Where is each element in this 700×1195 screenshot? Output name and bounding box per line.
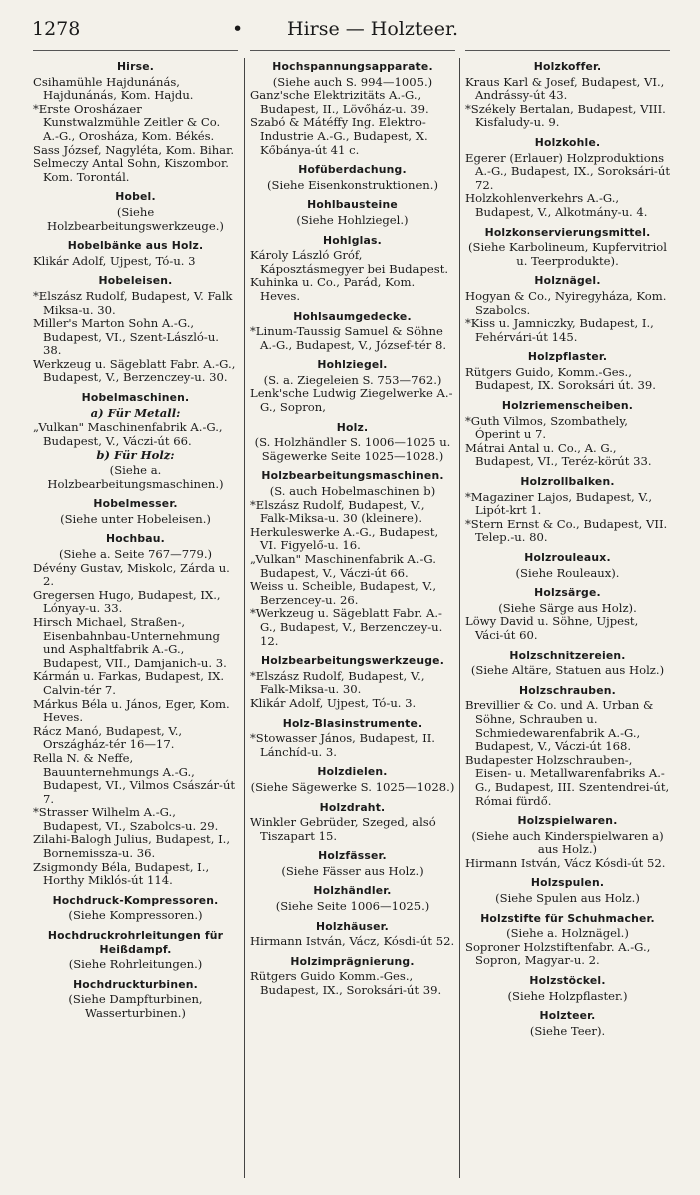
entry: Selmeczy Antal Sohn, Kiszombor. Kom. Torontál. [33,156,229,184]
section [465,274,670,344]
section [465,136,670,220]
cross-reference: (Siehe Holzpflaster.) [507,988,628,1003]
entry: Hirsch Michael, Straßen-, Eisenbahnbau-Unternehmung und Asphaltfabrik A.-G., Budapest, VII., Damjanich-u. 3. [33,614,227,670]
cross-reference: (Siehe Hohlziegel.) [296,212,409,227]
cross-reference: (Siehe auch S. 994—1005.) [272,74,433,89]
cross-reference: (Siehe Rouleaux). [515,565,620,580]
cross-reference: (Siehe Spulen aus Holz.) [495,891,640,906]
entry: Csihamühle Hajdunánás, Hajdunánás, Kom. Hajdu. [33,74,194,103]
entry: Miller's Marton Sohn A.-G., Budapest, VI., Szent-László-u. 38. [33,316,219,358]
cross-reference: (Siehe auch Kinderspielwaren a) aus Holz.) [471,828,664,857]
section [465,974,670,1003]
entry: *Elszász Rudolf, Budapest, V., Falk-Miksa-u. 30. [250,668,425,697]
section-heading: Holz-Blasinstrumente. [282,716,423,730]
column-1 [33,58,238,1021]
entry: Kraus Karl & Josef, Budapest, VI., Andrássy-út 43. [465,74,665,103]
entry: *Strasser Wilhelm A.-G., Budapest, VI., Szabolcs-u. 29. [33,805,219,833]
entry: *Elszász Rudolf, Budapest, V., Falk-Miksa-u. 30 (kleinere). [250,497,425,526]
page-number: 1278 [32,18,81,40]
rule-col3 [465,50,670,51]
entry: Mátrai Antal u. Co., A. G., Budapest, VI., Teréz-körút 33. [465,440,652,469]
section-heading: Hobel. [115,190,156,204]
section [250,801,455,844]
section [250,654,455,710]
section-heading: Holzriemenscheiben. [501,399,634,413]
section-heading: Holzrollbalken. [520,475,615,489]
section [250,421,455,464]
cross-reference: (S. Holzhändler S. 1006—1025 u. Sägewerke Seite 1025—1028.) [254,435,451,463]
rule-col1 [33,50,238,51]
entry: Zilahi-Balogh Julius, Budapest, I., Bornemissza-u. 36. [33,832,231,861]
cross-reference: (Siehe Seite 1006—1025.) [275,899,430,914]
entry: *Linum-Taussig Samuel & Söhne A.-G., Budapest, V., József-tér 8. [250,324,447,352]
section [33,190,238,233]
subheading: b) Für Holz: [96,448,175,463]
cross-reference: (Siehe Teer). [529,1023,606,1038]
section [33,60,238,184]
section-heading: Hirse. [116,60,155,73]
cross-reference: (Siehe Särge aus Holz). [498,600,637,615]
cross-reference: (S. auch Hobelmaschinen b) [269,484,436,499]
entry: Hirmann István, Vácz, Kósdi-út 52. [250,934,455,949]
section-heading: Hochdruckturbinen. [73,977,198,991]
section [33,391,238,491]
entry: Hirmann István, Vácz Kósdi-út 52. [465,855,666,870]
entry: Weiss u. Scheible, Budapest, V., Berzencey-u. 26. [250,579,437,607]
cross-reference: (Siehe unter Hobeleisen.) [60,511,211,526]
section [465,551,670,580]
section-heading: Holzbearbeitungsmaschinen. [261,469,444,483]
entry: Winkler Gebrüder, Szeged, alsó Tiszapart 15. [250,815,436,843]
entry: Szabó & Mátéffy Ing. Elektro-Industrie A.-G., Budapest, X. Kőbánya-út 41 c. [250,115,428,157]
column-2 [250,58,455,998]
section [250,60,455,157]
entry: Dévény Gustav, Miskolc, Zárda u. 2. [33,560,230,589]
section-heading: Holzsärge. [534,586,601,600]
section-heading: Holzkohle. [534,135,601,149]
cross-reference: (Siehe Eisenkonstruktionen.) [267,177,438,192]
section-heading: Holzkonservierungsmittel. [484,225,651,239]
entry: Ganz'sche Elektrizitäts A.-G., Budapest, II., Lövőház-u. 39. [250,88,429,116]
entry: *Kiss u. Jamniczky, Budapest, I., Fehérvári-út 145. [465,316,654,344]
entry: *Erste Orosházaer Kunstwalzmühle Zeitler & Co. A.-G., Orosháza, Kom. Békés. [33,101,221,143]
column-divider-1 [244,58,245,1178]
cross-reference: (Siehe Kompressoren.) [68,908,203,923]
section [465,60,670,130]
section-heading: Hohlsaumgedecke. [293,309,412,323]
section-heading: Holzimprägnierung. [290,954,415,968]
page-title: Hirse — Holzteer. [287,18,459,40]
entry: Rütgers Guido, Komm.-Ges., Budapest, IX. Soroksári út. 39. [465,364,656,393]
section [33,929,238,972]
cross-reference: (Siehe a. Holznägel.) [506,926,629,941]
header-dot: • [232,18,244,40]
entry: *Guth Vilmos, Szombathely, Óperint u 7. [465,413,628,442]
entry: „Vulkan" Maschinenfabrik A.-G., Budapest, V., Váczi-út 66. [33,420,223,448]
entry: „Vulkan" Maschinenfabrik A.-G. Budapest, V., Váczi-út 66. [250,552,436,580]
entry: Egerer (Erlauer) Holzproduktions A.-G., Budapest, IX., Soroksári-út 72. [465,150,670,192]
entry: *Stern Ernst & Co., Budapest, VII. Telep.-u. 80. [465,516,668,545]
section-heading: Holz. [336,420,369,434]
section-heading: Hochdruckrohrleitungen für Heißdampf. [47,929,224,956]
section-heading: Holzdielen. [317,765,388,779]
section-heading: Hobelbänke aus Holz. [67,239,204,253]
subheading: a) Für Metall: [90,405,181,420]
section [33,894,238,923]
section-heading: Holzspulen. [530,876,605,890]
cross-reference: (Siehe Holzbearbeitungswerkzeuge.) [47,204,224,233]
entry: Kármán u. Farkas, Budapest, IX. Calvin-tér 7. [33,669,225,697]
section-heading: Hobelmaschinen. [81,391,190,405]
section [250,717,455,760]
entry: Rella N. & Neffe, Bauunternehmungs A.-G., Budapest, VI., Vilmos Császár-út 7. [33,750,236,806]
section [465,226,670,269]
page-header [32,18,668,44]
cross-reference: (Siehe Rohrleitungen.) [68,957,203,972]
section [33,274,238,385]
section-heading: Hohlziegel. [317,358,388,372]
section [250,849,455,878]
section-heading: Hobelmesser. [93,497,178,511]
entry: *Stowasser János, Budapest, II. Lánchíd-u. 3. [250,731,435,759]
column-3 [465,58,670,1038]
section-heading: Hohlglas. [323,233,382,247]
entry: Gregersen Hugo, Budapest, IX., Lónyay-u. 33. [33,587,221,616]
entry: Budapester Holzschrauben-, Eisen- u. Metallwarenfabriks A.-G., Budapest, III. Szentendrei-út, Római fürdő. [465,752,670,808]
section-heading: Hochbau. [106,532,165,546]
cross-reference: (Siehe Altäre, Statuen aus Holz.) [470,663,665,678]
section-heading: Hohlbausteine [307,198,398,212]
section-heading: Holzfässer. [318,849,387,863]
section [250,198,455,227]
section-heading: Holzhäuser. [316,919,389,933]
section [465,475,670,545]
section [250,358,455,414]
cross-reference: (Siehe a. Seite 767—779.) [58,547,213,561]
entry: Hogyan & Co., Nyiregyháza, Kom. Szabolcs. [465,288,667,317]
entry: Soproner Holzstiftenfabr. A.-G., Sopron, Magyar-u. 2. [465,939,651,968]
section-heading: Holzhändler. [313,884,392,898]
section [250,920,455,949]
entry: Herkuleswerke A.-G., Budapest, VI. Figyelő-u. 16. [250,524,439,553]
entry: *Székely Bertalan, Budapest, VIII. Kisfaludy-u. 9. [465,101,666,130]
section-heading: Hochspannungsapparate. [272,60,433,73]
section-heading: Holzstifte für Schuhmacher. [480,911,655,925]
section-heading: Holzdraht. [319,800,386,814]
cross-reference: (Siehe a. Holzbearbeitungsmaschinen.) [47,463,224,491]
section [250,163,455,192]
rule-col2 [250,50,455,51]
section-heading: Hofüberdachung. [298,163,407,177]
section [465,876,670,905]
entry: Rácz Manó, Budapest, V., Országház-tér 16—17. [33,723,183,752]
column-divider-2 [459,58,460,1178]
entry: Károly László Gróf, Káposztásmegyer bei Budapest. [250,248,449,276]
cross-reference: (Siehe Karbolineum, Kupfervitriol u. Teerprodukte). [468,240,667,268]
section-heading: Holzbearbeitungswerkzeuge. [261,654,444,668]
section [250,884,455,913]
entry: *Magaziner Lajos, Budapest, V., Lipót-krt 1. [465,489,653,518]
section-heading: Holzschnitzereien. [509,648,626,662]
entry: Sass József, Nagyléta, Kom. Bihar. [33,142,235,157]
section-heading: Holzstöckel. [529,974,606,988]
entry: Kuhinka u. Co., Parád, Kom. Heves. [250,275,416,303]
entry: Klikár Adolf, Ujpest, Tó-u. 3. [250,695,417,710]
section [465,649,670,678]
section [33,239,238,268]
cross-reference: (Siehe Dampfturbinen, Wasserturbinen.) [68,992,203,1020]
section-heading: Holznägel. [534,274,601,288]
section-heading: Hobeleisen. [98,274,173,288]
section [250,310,455,353]
entry: Klikár Adolf, Ujpest, Tó-u. 3 [33,253,196,268]
section [250,955,455,998]
entry: Werkzeug u. Sägeblatt Fabr. A.-G., Budapest, V., Berzenczey-u. 30. [33,356,236,385]
cross-reference: (S. a. Ziegeleien S. 753—762.) [263,372,442,387]
section [465,1009,670,1038]
section-heading: Holzpflaster. [527,350,608,364]
section [250,234,455,304]
entry: Márkus Béla u. János, Eger, Kom. Heves. [33,696,230,725]
section-heading: Holzrouleaux. [524,551,611,564]
section-heading: Holzspielwaren. [517,814,618,828]
section [250,765,455,794]
entry: Zsigmondy Béla, Budapest, I., Horthy Miklós-út 114. [33,859,210,888]
section [33,978,238,1021]
entry: Löwy David u. Söhne, Ujpest, Váci-út 60. [465,614,639,642]
entry: Holzkohlenverkehrs A.-G., Budapest, V., Alkotmány-u. 4. [465,191,648,219]
cross-reference: (Siehe Sägewerke S. 1025—1028.) [250,779,455,794]
section [250,469,455,648]
section-heading: Holzkoffer. [533,60,602,73]
section [465,912,670,968]
section [465,350,670,393]
entry: Brevillier & Co. und A. Urban & Söhne, Schrauben u. Schmiedewarenfabrik A.-G., Budapest, V., Váczi-út 168. [465,698,654,754]
entry: *Elszász Rudolf, Budapest, V. Falk Miksa-u. 30. [33,288,233,317]
section-heading: Holzteer. [539,1009,596,1023]
section [465,814,670,870]
entry: *Werkzeug u. Sägeblatt Fabr. A.-G., Budapest, V., Berzenczey-u. 12. [250,606,443,648]
section [33,532,238,887]
entry: Lenk'sche Ludwig Ziegelwerke A.-G., Sopron, [250,386,453,415]
entry: Rütgers Guido Komm.-Ges., Budapest, IX., Soroksári-út 39. [250,969,442,998]
section [465,399,670,469]
section-heading: Hochdruck-Kompressoren. [52,893,219,907]
cross-reference: (Siehe Fässer aus Holz.) [281,863,424,878]
section [33,497,238,526]
section-heading: Holzschrauben. [519,683,616,697]
section [465,586,670,642]
section [465,684,670,808]
